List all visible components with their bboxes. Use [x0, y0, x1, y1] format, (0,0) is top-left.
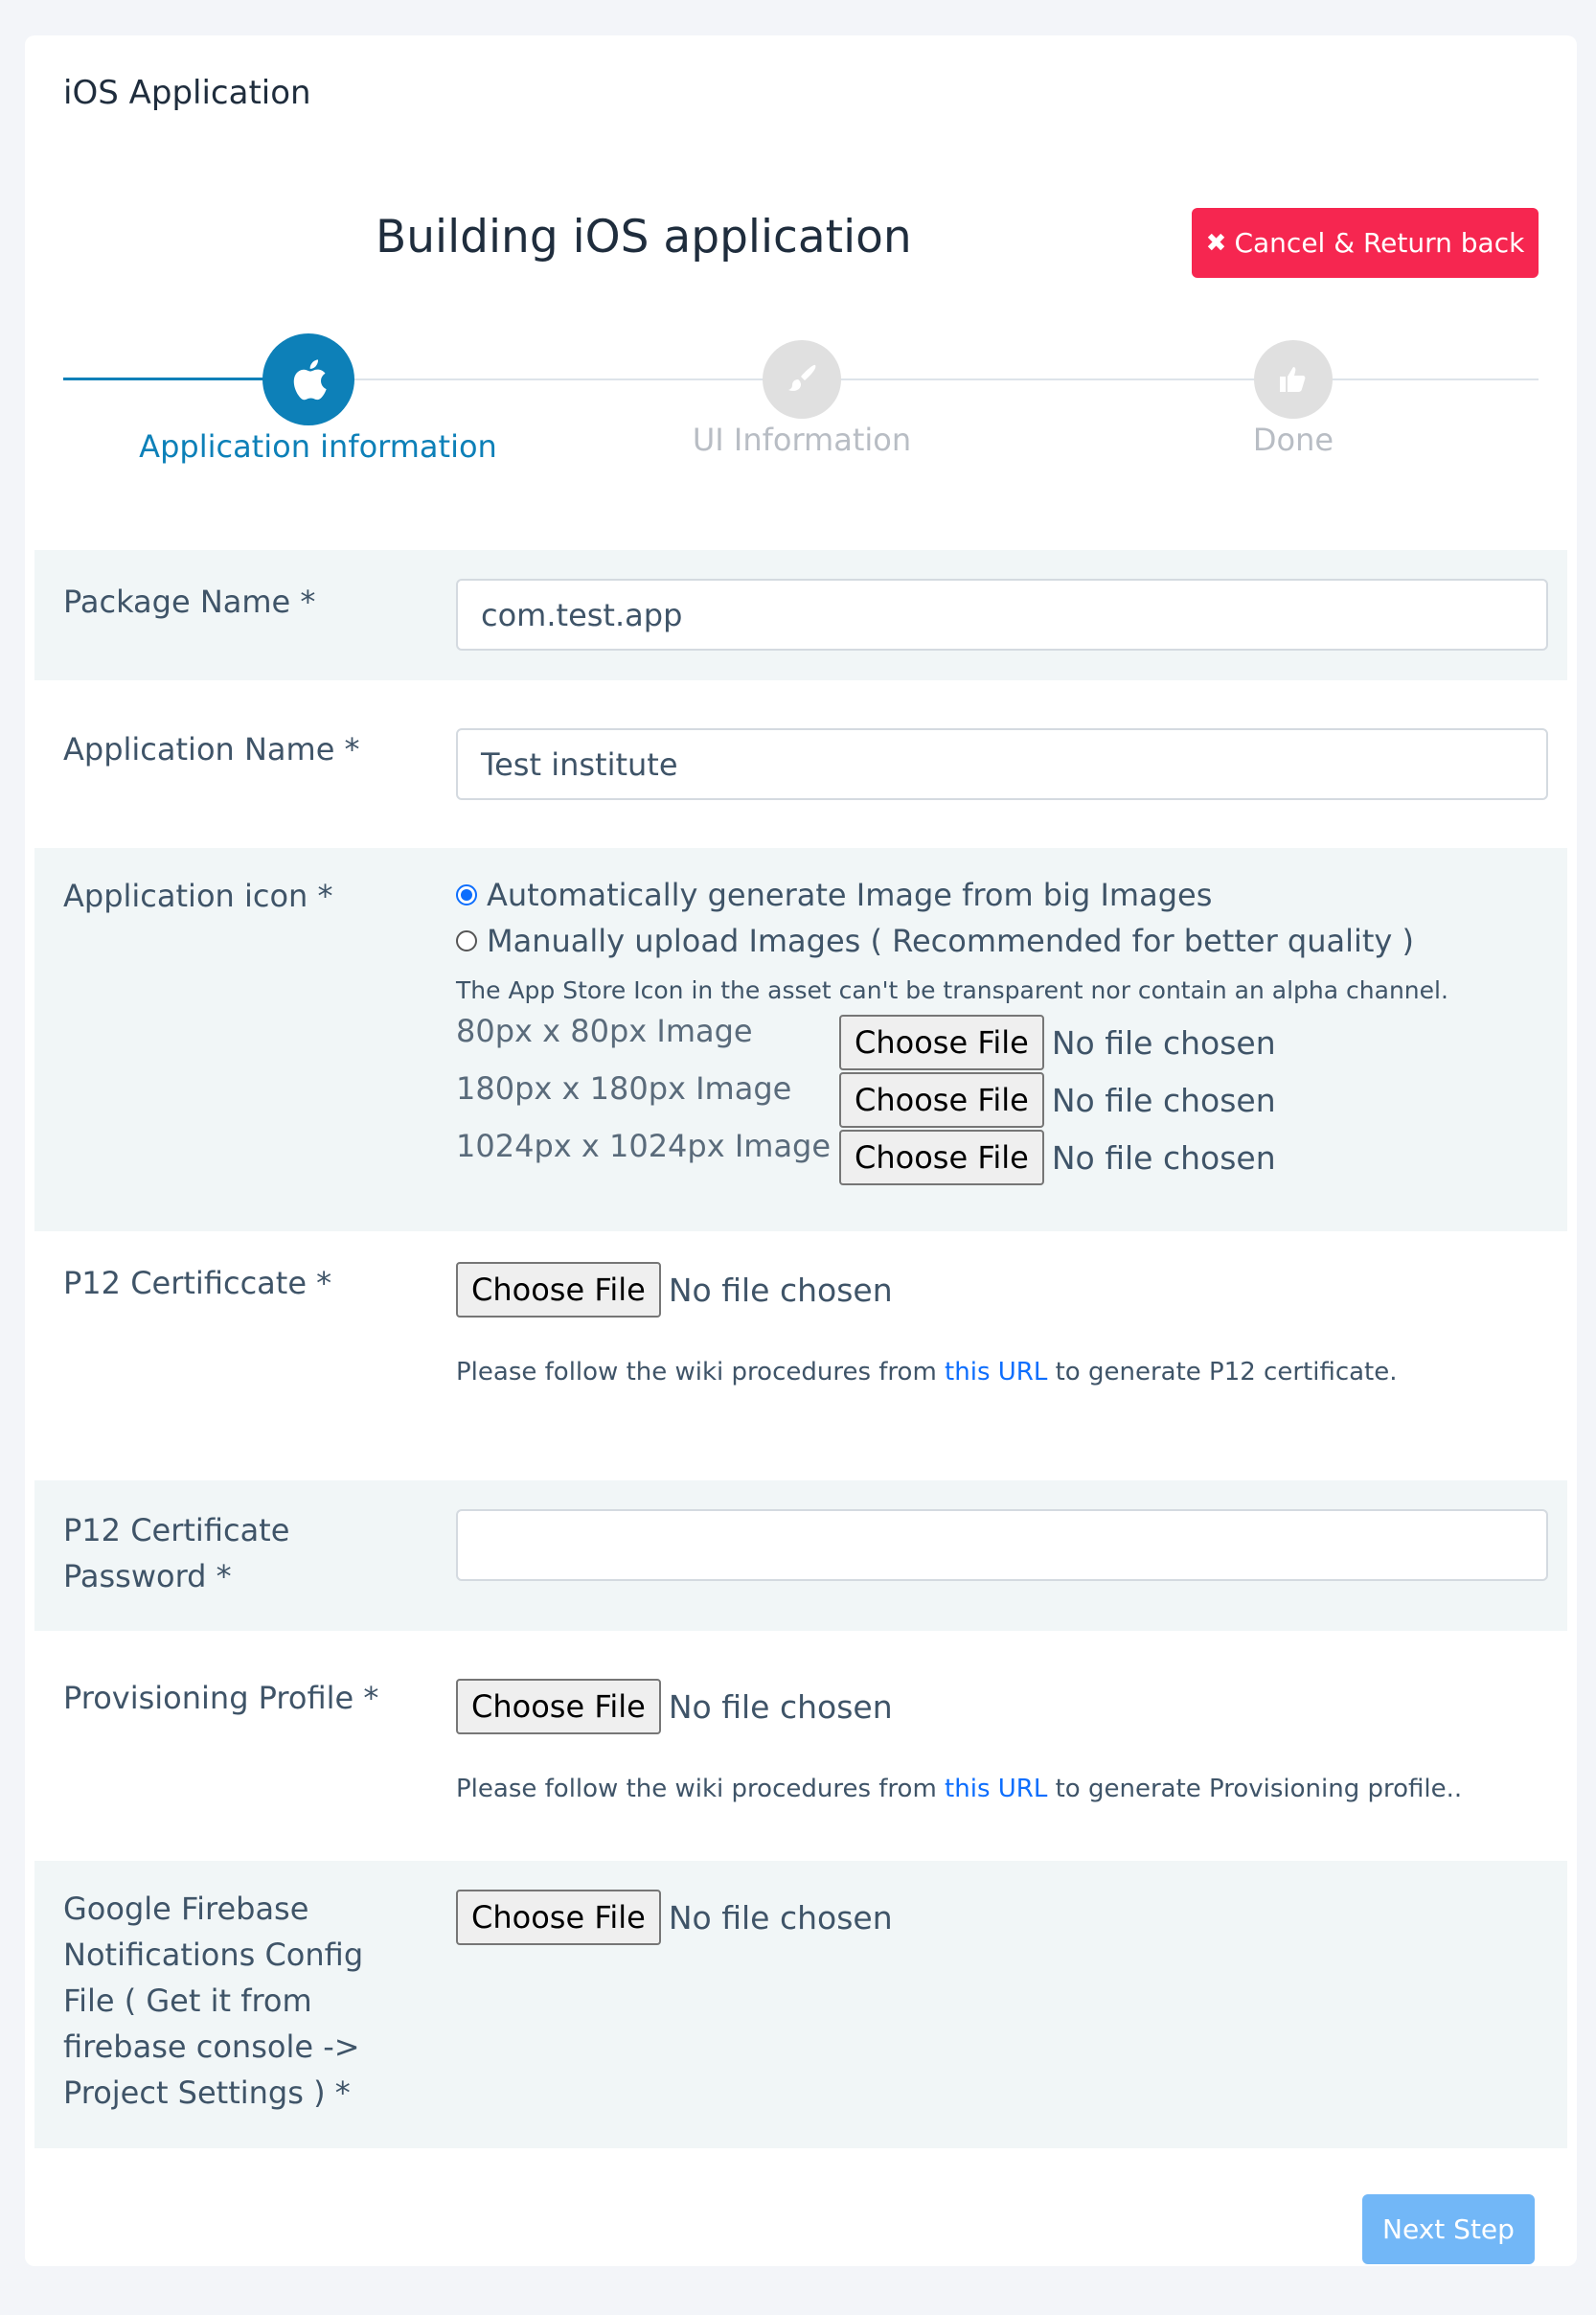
p12-hint-text-after: to generate P12 certificate. [1047, 1358, 1398, 1387]
p12-certificate-label: P12 Certificcate * [63, 1265, 332, 1301]
firebase-label-line-3: File ( Get it from [63, 1983, 312, 2019]
radio-manual-upload[interactable] [456, 923, 1414, 959]
firebase-config-label [63, 1886, 408, 2116]
application-name-label: Application Name * [63, 731, 360, 768]
p12-password-label [63, 1507, 408, 1599]
p12-password-row [34, 1480, 1567, 1631]
page-title: Building iOS application [376, 211, 912, 264]
p12-password-label-line-2: Password * [63, 1558, 232, 1594]
firebase-label-line-4: firebase console -> [63, 2028, 360, 2065]
p12-password-input[interactable] [456, 1509, 1548, 1581]
provisioning-wiki-link[interactable]: this URL [945, 1775, 1048, 1803]
step-label-done: Done [1252, 422, 1334, 458]
provisioning-hint-text-after: to generate Provisioning profile.. [1047, 1775, 1463, 1803]
thumbs-up-icon [1276, 362, 1311, 397]
card-title: iOS Application [63, 74, 311, 112]
cancel-return-label: Cancel & Return back [1234, 227, 1525, 259]
application-name-input[interactable]: Test institute [456, 728, 1548, 800]
image-180-choose-file-button[interactable]: Choose File [839, 1072, 1044, 1128]
image-1024-label: 1024px x 1024px Image [456, 1128, 832, 1164]
brush-icon [785, 362, 819, 397]
step-application-information[interactable] [262, 333, 354, 425]
image-180-file-status: No file chosen [1051, 1081, 1276, 1119]
provisioning-profile-file-input[interactable] [456, 1679, 893, 1734]
p12-certificate-file-input[interactable] [456, 1262, 893, 1318]
application-icon-row [34, 848, 1567, 1231]
image-80-file-input[interactable] [839, 1015, 1276, 1070]
package-name-input[interactable]: com.test.app [456, 579, 1548, 651]
firebase-config-row [34, 1861, 1567, 2148]
package-name-row [34, 550, 1567, 680]
firebase-config-file-input[interactable] [456, 1890, 893, 1945]
image-180-file-input[interactable] [839, 1072, 1276, 1128]
ios-application-card [25, 35, 1577, 2266]
package-name-label: Package Name * [63, 584, 316, 620]
radio-auto-generate[interactable] [456, 877, 1212, 913]
cancel-return-button[interactable] [1192, 208, 1539, 278]
radio-auto-generate-control[interactable] [456, 884, 477, 905]
image-80-file-status: No file chosen [1051, 1023, 1276, 1062]
radio-manual-upload-control[interactable] [456, 930, 477, 951]
application-name-row [34, 680, 1567, 824]
image-1024-choose-file-button[interactable]: Choose File [839, 1130, 1044, 1185]
next-step-button[interactable]: Next Step [1362, 2194, 1535, 2264]
image-80-choose-file-button[interactable]: Choose File [839, 1015, 1044, 1070]
image-1024-file-input[interactable] [839, 1130, 1276, 1185]
image-180-label: 180px x 180px Image [456, 1070, 792, 1107]
stepper-progress-line [63, 378, 264, 380]
image-1024-file-status: No file chosen [1051, 1138, 1276, 1177]
provisioning-hint-text-before: Please follow the wiki procedures from [456, 1775, 946, 1803]
stepper-track-line [264, 378, 1539, 380]
p12-file-status: No file chosen [668, 1271, 893, 1309]
p12-password-label-line-1: P12 Certificate [63, 1512, 290, 1548]
provisioning-profile-hint [456, 1775, 1462, 1803]
firebase-file-status: No file chosen [668, 1898, 893, 1937]
p12-certificate-hint [456, 1358, 1398, 1387]
apple-icon [289, 357, 328, 401]
p12-certificate-row [34, 1231, 1567, 1480]
firebase-choose-file-button[interactable]: Choose File [456, 1890, 661, 1945]
firebase-label-line-1: Google Firebase [63, 1891, 309, 1927]
provisioning-profile-label: Provisioning Profile * [63, 1680, 379, 1716]
app-store-icon-note: The App Store Icon in the asset can't be transparent nor contain an alpha channel. [456, 976, 1448, 1004]
radio-auto-generate-label: Automatically generate Image from big Images [487, 877, 1213, 913]
p12-wiki-link[interactable]: this URL [945, 1358, 1048, 1387]
provisioning-profile-row [34, 1631, 1567, 1861]
radio-manual-upload-label: Manually upload Images ( Recommended for better quality ) [487, 923, 1415, 959]
step-label-application-information: Application information [139, 428, 497, 465]
step-ui-information[interactable] [763, 340, 841, 419]
provisioning-choose-file-button[interactable]: Choose File [456, 1679, 661, 1734]
firebase-label-line-2: Notifications Config [63, 1937, 364, 1973]
p12-hint-text-before: Please follow the wiki procedures from [456, 1358, 946, 1387]
p12-choose-file-button[interactable]: Choose File [456, 1262, 661, 1318]
provisioning-file-status: No file chosen [668, 1687, 893, 1726]
application-icon-label: Application icon * [63, 878, 333, 914]
step-label-ui-information: UI Information [692, 422, 912, 458]
close-icon: ✖ [1205, 228, 1227, 258]
firebase-label-line-5: Project Settings ) * [63, 2074, 351, 2111]
image-80-label: 80px x 80px Image [456, 1013, 753, 1049]
step-done[interactable] [1254, 340, 1333, 419]
